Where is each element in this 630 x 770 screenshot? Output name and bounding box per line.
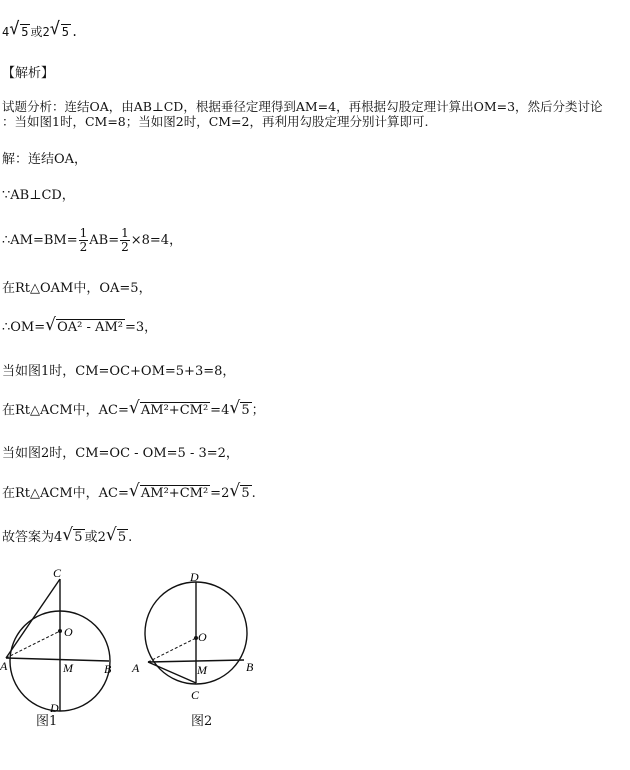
solution-step-6: 当如图1时，CM=OC+OM=5+3=8， (2, 364, 236, 379)
radical-om: √ OA² - AM² (46, 320, 125, 336)
fig1-label-o: O (64, 625, 73, 639)
answer-or: 或2 (30, 25, 50, 39)
solution-step-5: ∴OM=√ OA² - AM² =3， (2, 320, 157, 336)
fig1-segment-ac (6, 579, 60, 658)
solution-step-9: 在Rt△ACM中，AC=√ AM²+CM² =2√ 5 . (2, 486, 256, 502)
analysis-line-1: 试题分析：连结OA，由AB⊥CD，根据垂径定理得到AM=4，再根据勾股定理计算出OM=3，然后分类讨论 (2, 99, 603, 114)
solution-step-1: 解：连结OA， (2, 152, 88, 167)
final-radical-2: √ 5 (107, 530, 128, 546)
fig1-label-d: D (50, 701, 59, 715)
fig1-label-c: C (53, 566, 62, 580)
solution-step-7: 在Rt△ACM中，AC=√ AM²+CM² =4√ 5 ； (2, 403, 265, 419)
fig2-label-m: M (197, 663, 207, 677)
figure-2-diagram (128, 565, 268, 715)
solution-step-4: 在Rt△OAM中，OA=5， (2, 281, 152, 296)
fig1-label-b: B (104, 662, 112, 676)
fraction-half-1: $\frac{1}{2}$ (79, 226, 88, 254)
fig1-segment-oa (6, 631, 60, 658)
radical-ac-1: √ AM²+CM² (130, 403, 210, 419)
fig2-label-b: B (246, 660, 254, 674)
fig2-label-o: O (198, 630, 207, 644)
fig2-chord-ab (148, 660, 244, 662)
section-title: 【解析】 (2, 66, 55, 81)
final-answer: 故答案为4√ 5 或2√ 5 . (2, 530, 132, 546)
answer-coef-1: 4 (2, 25, 10, 39)
analysis-line-2: ：当如图1时，CM=8；当如图2时，CM=2，再利用勾股定理分别计算即可. (2, 114, 429, 129)
figure-1-diagram (0, 565, 140, 715)
figure-1-caption: 图1 (36, 714, 58, 729)
fig1-label-m: M (63, 661, 73, 675)
figure-2-caption: 图2 (191, 714, 213, 729)
final-radical-1: √ 5 (63, 530, 84, 546)
solution-step-2: ∵AB⊥CD， (2, 188, 75, 203)
fig1-chord-ab (6, 658, 109, 661)
fraction-half-2: $\frac{1}{2}$ (121, 226, 129, 254)
answer-radical-2: √ 5 (51, 24, 71, 40)
solution-step-3: ∴AM=BM= $\frac{1}{2}$ AB= $\frac{1}{2}$ ×8=4， (2, 226, 183, 254)
fig2-segment-ac (148, 662, 196, 683)
radical-ac-1-result: √ 5 (230, 403, 251, 419)
solution-step-8: 当如图2时，CM=OC - OM=5 - 3=2， (2, 446, 239, 461)
fig2-label-a: A (132, 661, 140, 675)
radical-ac-2: √ AM²+CM² (130, 486, 210, 502)
radical-ac-2-result: √ 5 (230, 486, 251, 502)
fig2-label-c: C (191, 688, 200, 702)
answer-line: 4√ 5 或2√ 5 . (2, 24, 78, 40)
fig1-label-a: A (0, 659, 8, 673)
fig1-center-dot (58, 629, 62, 633)
fig2-label-d: D (190, 570, 199, 584)
fig2-segment-oa (148, 638, 196, 662)
answer-radical-1: √ 5 (10, 24, 30, 40)
